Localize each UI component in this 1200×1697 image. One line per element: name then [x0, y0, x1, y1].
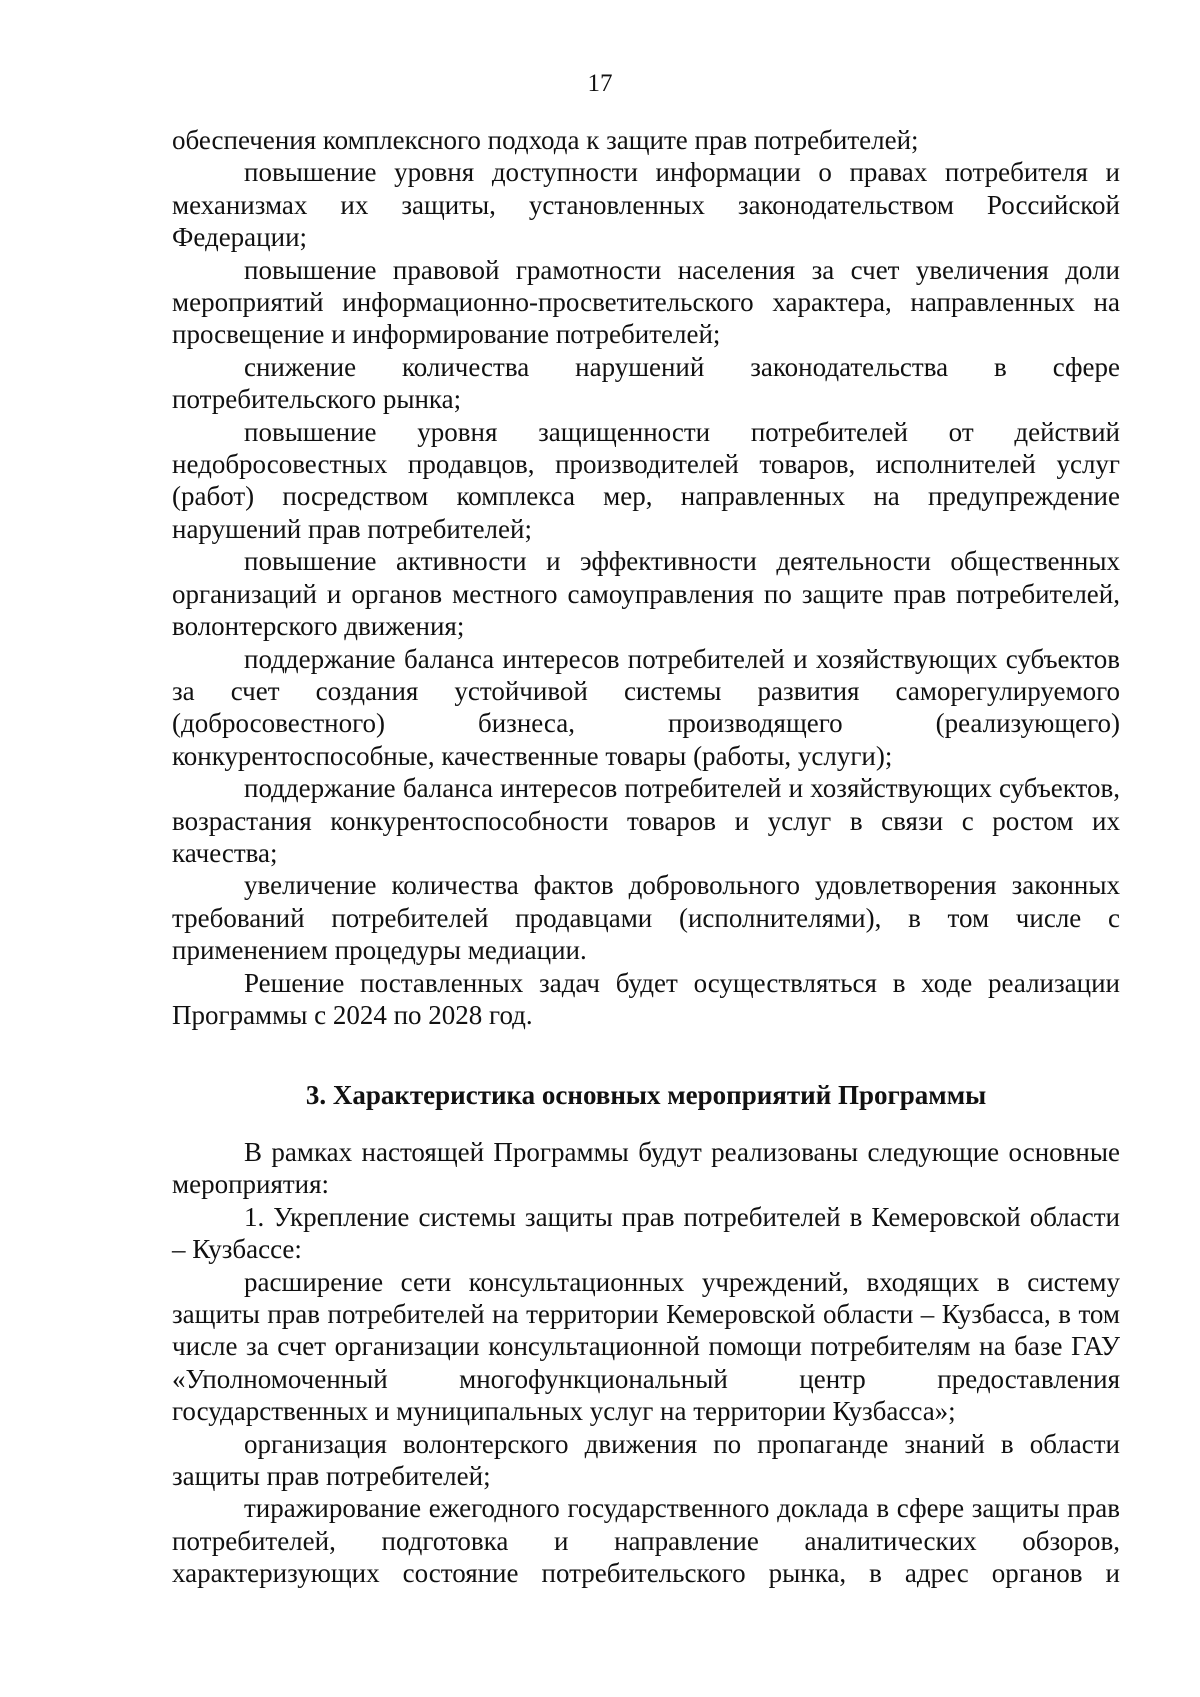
body-text-bottom — [172, 1136, 1120, 1590]
paragraph: повышение уровня защищенности потребителей от действий недобросовестных продавцов, производителей товаров, исполнителей услуг (работ) посредством комплекса мер, направленных на предупреждение нарушений прав потребителей; — [172, 416, 1120, 544]
paragraph: повышение уровня доступности информации о правах потребителя и механизмах их защиты, установленных законодательством Российской Федерации; — [172, 157, 1120, 253]
body-text-top — [172, 124, 1120, 1031]
paragraph: тиражирование ежегодного государственного доклада в сфере защиты прав потребителей, подготовка и направление аналитических обзоров, характеризующих состояние потребительского рынка, в адрес органов и — [172, 1493, 1120, 1589]
paragraph: увеличение количества фактов добровольного удовлетворения законных требований потребителей продавцами (исполнителями), в том числе с применением процедуры медиации. — [172, 870, 1120, 966]
paragraph: В рамках настоящей Программы будут реализованы следующие основные мероприятия: — [172, 1137, 1120, 1200]
paragraph: Решение поставленных задач будет осуществляться в ходе реализации Программы с 2024 по 2028 год. — [172, 967, 1120, 1030]
paragraph: расширение сети консультационных учреждений, входящих в систему защиты прав потребителей на территории Кемеровской области – Кузбасса, в том числе за счет организации консультационной помощи потребителям на базе ГАУ «Уполномоченный многофункциональный центр предоставления государственных и муниципальных услуг на территории Кузбасса»; — [172, 1266, 1120, 1427]
paragraph: повышение активности и эффективности деятельности общественных организаций и органов местного самоуправления по защите прав потребителей, волонтерского движения; — [172, 546, 1120, 642]
paragraph: снижение количества нарушений законодательства в сфере потребительского рынка; — [172, 351, 1120, 415]
paragraph: 1. Укрепление системы защиты прав потребителей в Кемеровской области – Кузбассе: — [172, 1201, 1120, 1265]
paragraph: повышение правовой грамотности населения за счет увеличения доли мероприятий информационно-просветительского характера, направленных на просвещение и информирование потребителей; — [172, 254, 1120, 350]
paragraph: поддержание баланса интересов потребителей и хозяйствующих субъектов за счет создания устойчивой системы развития саморегулируемого (добросовестного) бизнеса, производящего (реализующего) конкурентоспособные, качественные товары (работы, услуги); — [172, 643, 1120, 771]
page-number: 17 — [587, 70, 613, 97]
section-heading: 3. Характеристика основных мероприятий Программы — [305, 1080, 987, 1110]
paragraph: организация волонтерского движения по пропаганде знаний в области защиты прав потребителей; — [172, 1428, 1120, 1492]
paragraph: обеспечения комплексного подхода к защите прав потребителей; — [172, 125, 919, 155]
paragraph: поддержание баланса интересов потребителей и хозяйствующих субъектов, возрастания конкурентоспособности товаров и услуг в связи с ростом их качества; — [172, 773, 1120, 868]
